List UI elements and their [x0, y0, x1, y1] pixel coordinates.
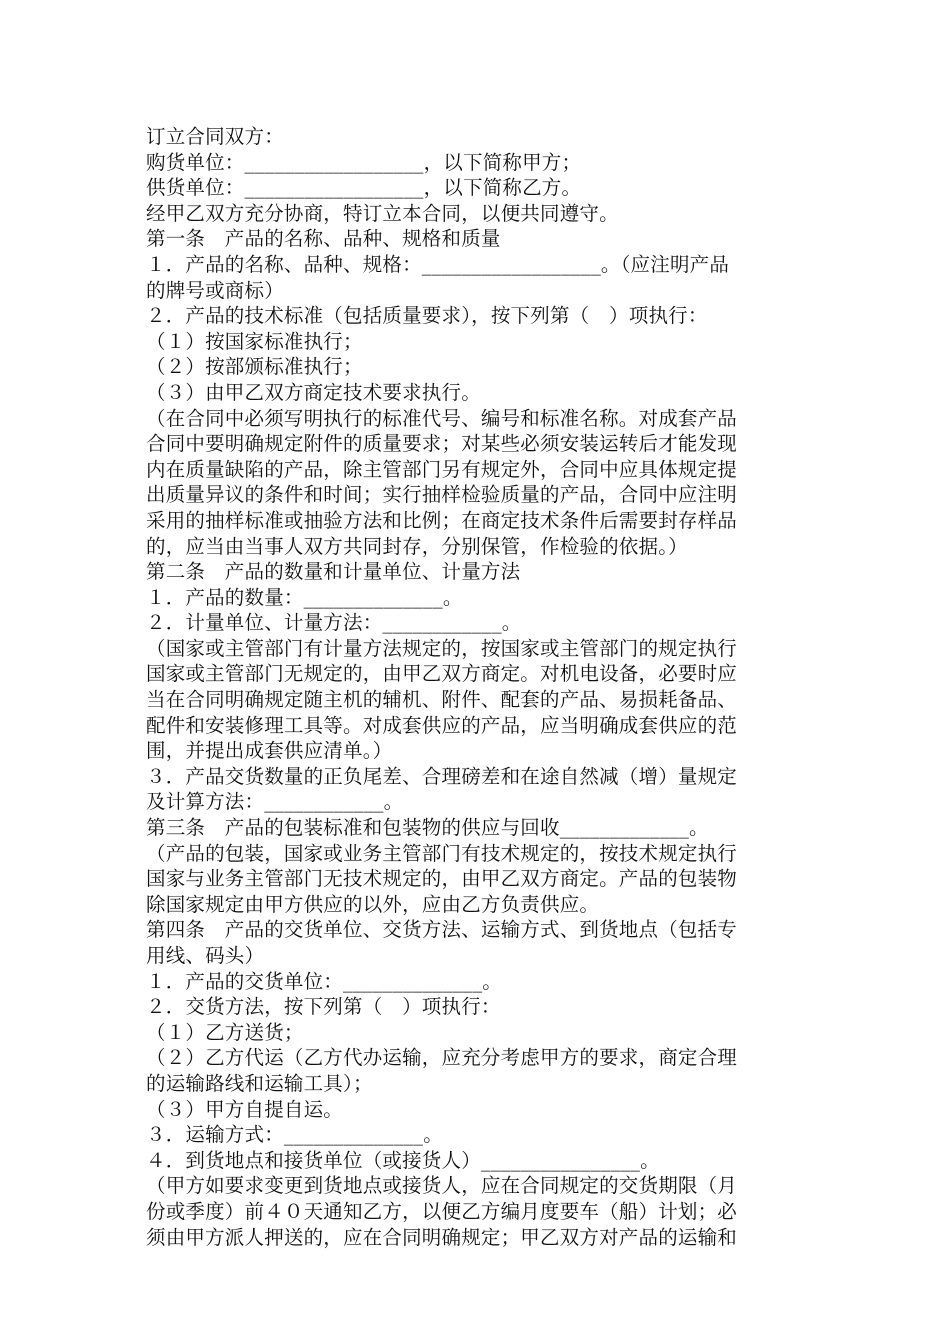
- text-line: １．产品的交货单位：______________。: [146, 969, 503, 993]
- text-line: 份或季度）前４０天通知乙方，以便乙方编月度要车（船）计划；必: [146, 1199, 738, 1223]
- text-line: （２）乙方代运（乙方代办运输，应充分考虑甲方的要求，商定合理: [146, 1046, 738, 1070]
- text-line: （２）按部颁标准执行；: [146, 355, 363, 379]
- text-line: 订立合同双方：: [146, 125, 284, 148]
- article-heading: 第四条 产品的交货单位、交货方法、运输方式、到货地点（包括专: [146, 918, 738, 942]
- article-heading: 第一条 产品的名称、品种、规格和质量: [146, 227, 501, 251]
- text-line: （产品的包装，国家或业务主管部门有技术规定的，按技术规定执行: [146, 841, 738, 865]
- text-line: ２．计量单位、计量方法：____________。: [146, 611, 522, 635]
- text-line: 合同中要明确规定附件的质量要求；对某些必须安装运转后才能发现: [146, 432, 738, 456]
- text-line: （３）甲方自提自运。: [146, 1097, 344, 1121]
- text-line: 配件和安装修理工具等。对成套供应的产品，应当明确成套供应的范: [146, 713, 738, 737]
- text-line: 的运输路线和运输工具）；: [146, 1071, 373, 1095]
- text-line: （１）乙方送货；: [146, 1020, 304, 1044]
- text-line: 围，并提出成套供应清单。）: [146, 739, 393, 763]
- text-line: 供货单位：__________________，以下简称乙方。: [146, 176, 582, 200]
- article-heading: 第三条 产品的包装标准和包装物的供应与回收_____________。: [146, 816, 709, 840]
- text-line: 须由甲方派人押送的，应在合同明确规定；甲乙双方对产品的运输和: [146, 1225, 738, 1249]
- text-line: 用线、码头）: [146, 944, 265, 967]
- text-line: （国家或主管部门有计量方法规定的，按国家或主管部门的规定执行: [146, 636, 738, 660]
- text-line: 的牌号或商标）: [146, 278, 284, 302]
- text-line: ４．到货地点和接货单位（或接货人）________________。: [146, 1148, 660, 1172]
- text-line: 当在合同明确规定随主机的辅机、附件、配套的产品、易损耗备品、: [146, 688, 738, 712]
- text-line: 购货单位：__________________，以下简称甲方；: [146, 150, 582, 174]
- text-line: ３．产品交货数量的正负尾差、合理磅差和在途自然减（增）量规定: [146, 764, 738, 788]
- article-heading: 第二条 产品的数量和计量单位、计量方法: [146, 560, 521, 584]
- text-line: ２．交货方法，按下列第（ ）项执行：: [146, 995, 501, 1019]
- text-line: 国家与业务主管部门无技术规定的，由甲乙双方商定。产品的包装物: [146, 867, 738, 891]
- text-line: （在合同中必须写明执行的标准代号、编号和标准名称。对成套产品: [146, 406, 738, 430]
- text-line: 出质量异议的条件和时间；实行抽样检验质量的产品，合同中应注明: [146, 483, 738, 507]
- text-line: １．产品的数量：______________。: [146, 585, 463, 609]
- text-line: ３．运输方式：______________。: [146, 1123, 443, 1147]
- text-line: １．产品的名称、品种、规格：__________________。（应注明产品: [146, 252, 730, 276]
- text-line: 内在质量缺陷的产品，除主管部门另有规定外，合同中应具体规定提: [146, 457, 738, 481]
- text-line: ２．产品的技术标准（包括质量要求），按下列第（ ）项执行：: [146, 304, 708, 328]
- text-line: 采用的抽样标准或抽验方法和比例；在商定技术条件后需要封存样品: [146, 508, 738, 532]
- text-line: 经甲乙双方充分协商，特订立本合同，以便共同遵守。: [146, 201, 619, 225]
- text-line: （３）由甲乙双方商定技术要求执行。: [146, 380, 481, 404]
- text-line: 国家或主管部门无规定的，由甲乙双方商定。对机电设备，必要时应: [146, 662, 738, 686]
- text-line: 及计算方法：____________。: [146, 790, 404, 814]
- contract-body: [146, 124, 811, 1250]
- text-line: 除国家规定由甲方供应的以外，应由乙方负责供应。: [146, 892, 600, 916]
- text-line: 的，应当由当事人双方共同封存，分别保管，作检验的依据。）: [146, 534, 688, 558]
- text-line: （１）按国家标准执行；: [146, 329, 363, 353]
- text-line: （甲方如要求变更到货地点或接货人，应在合同规定的交货期限（月: [146, 1174, 738, 1198]
